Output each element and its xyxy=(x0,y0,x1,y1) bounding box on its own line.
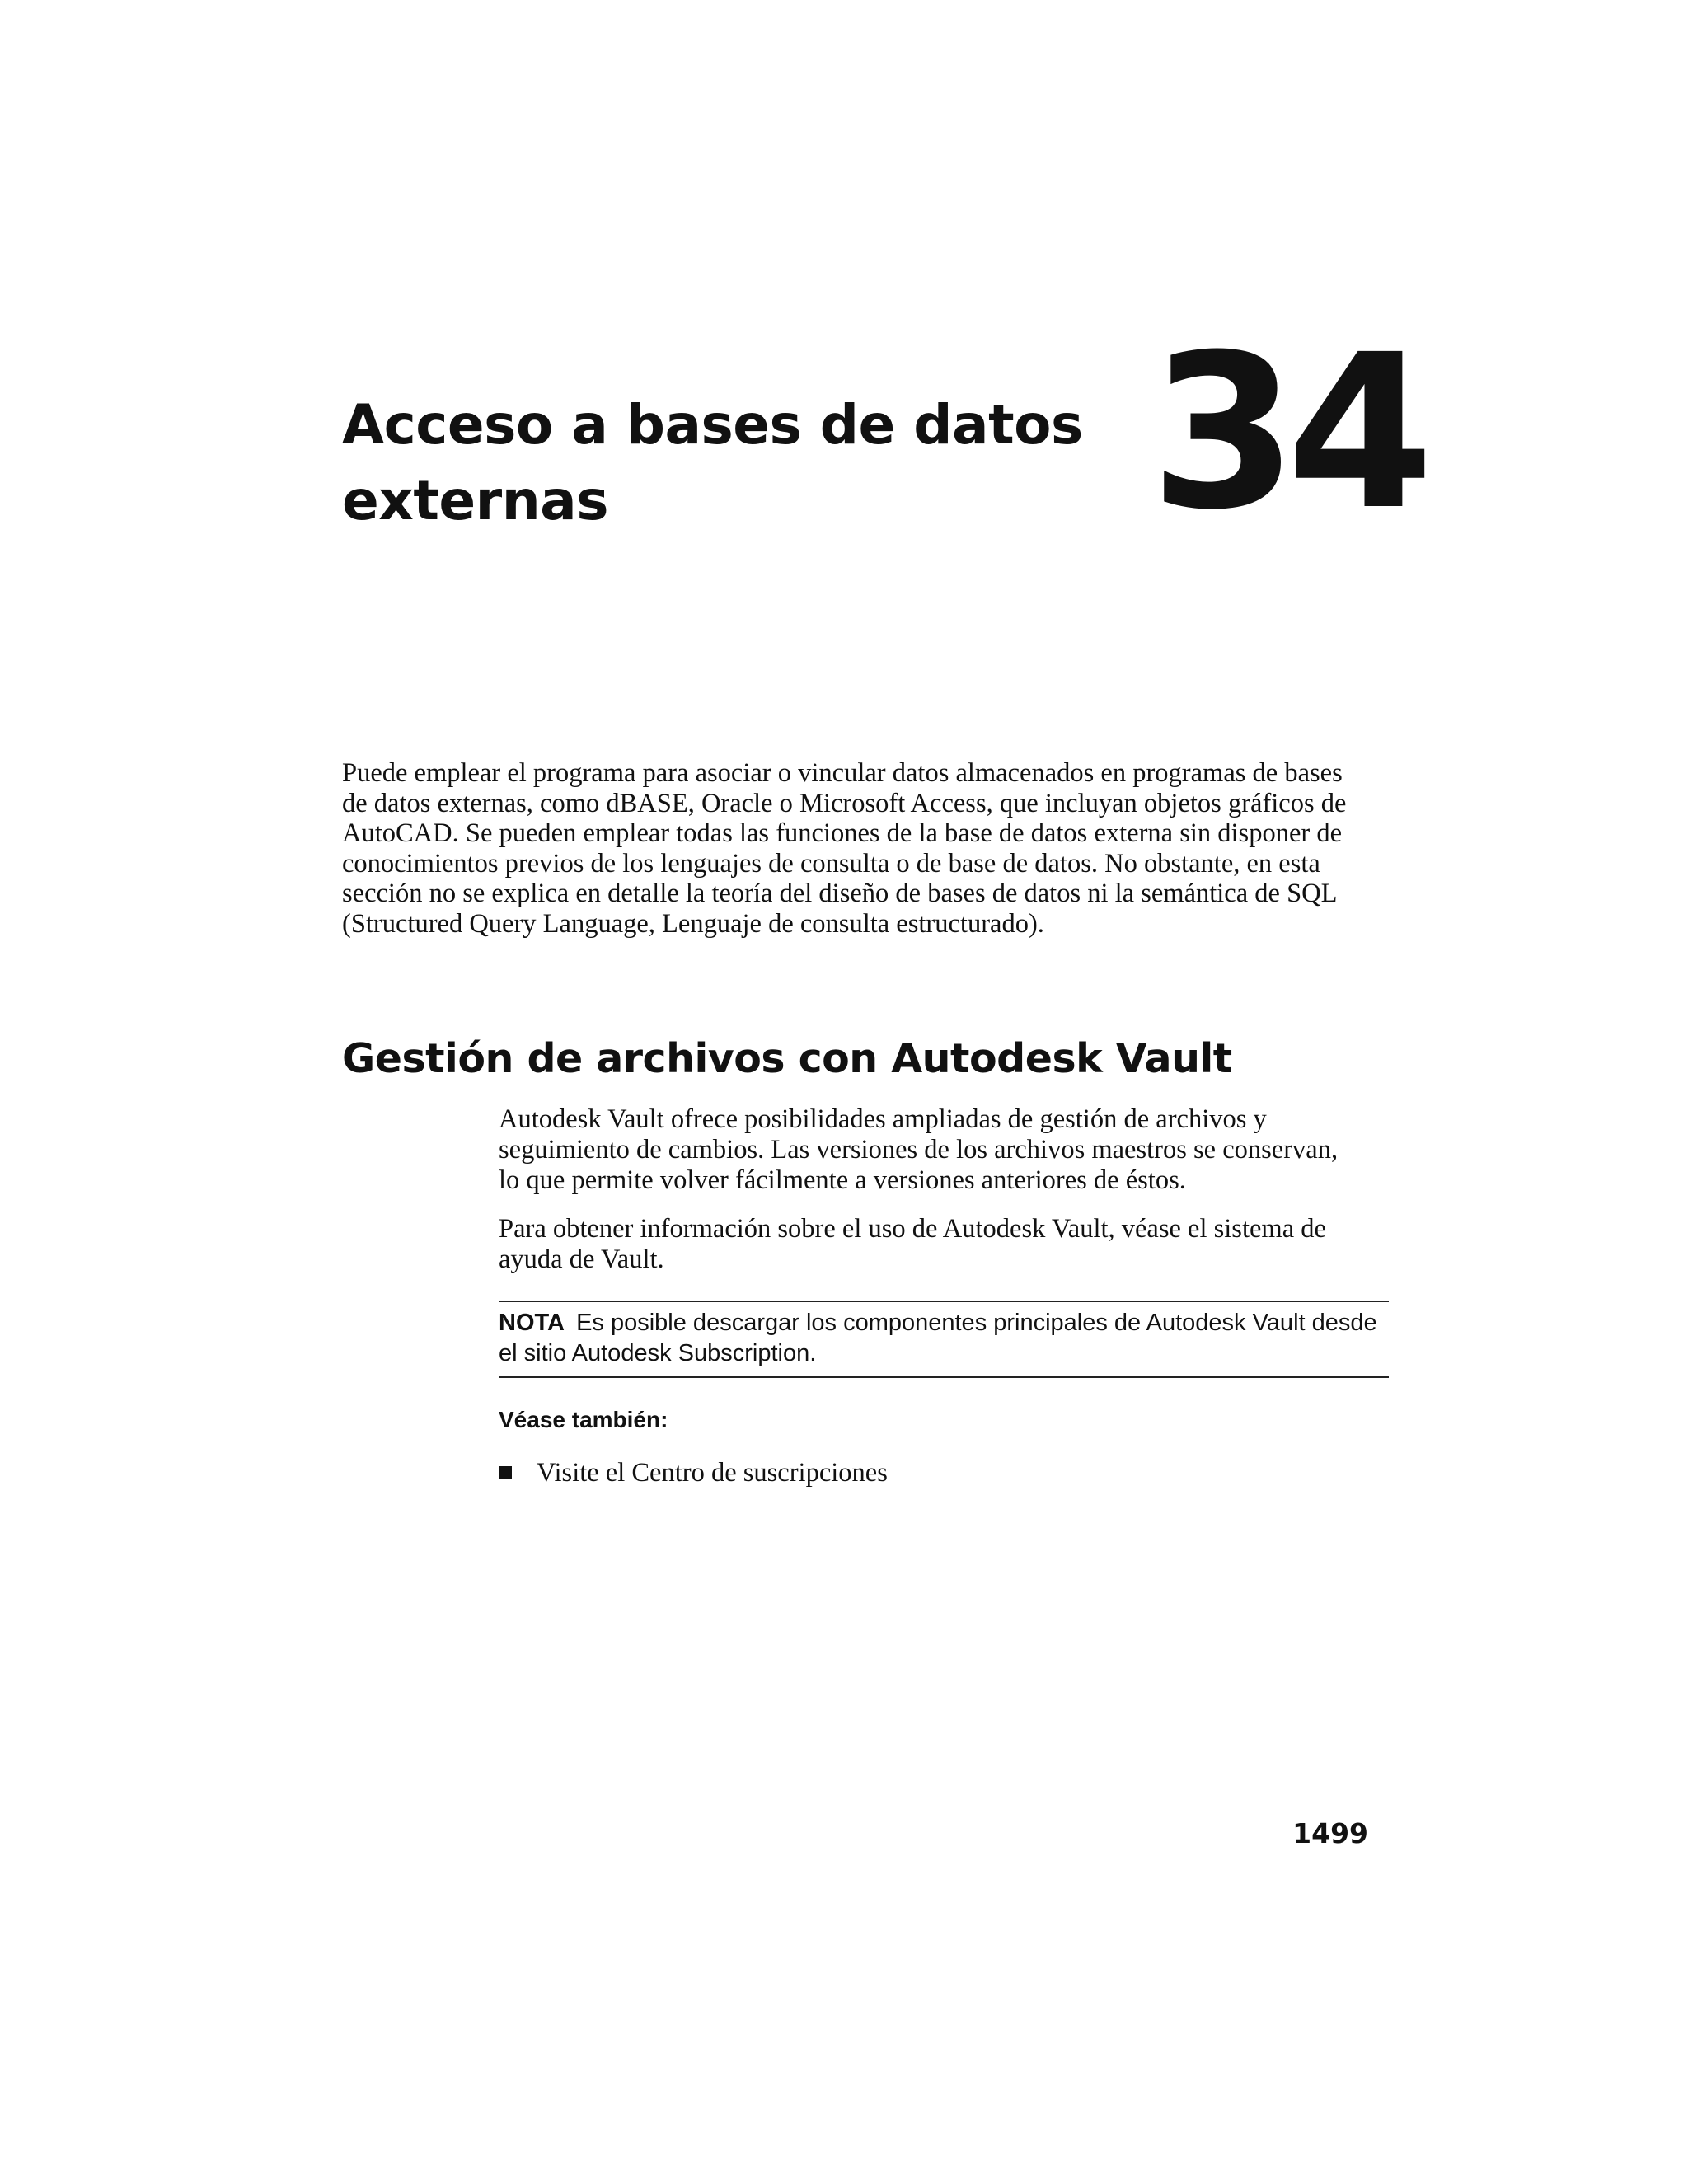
intro-line: sección no se explica en detalle la teoría del diseño de bases de datos ni la semántica de SQL xyxy=(342,879,1338,908)
paragraph-line: Para obtener información sobre el uso de Autodesk Vault, véase el sistema de xyxy=(499,1214,1326,1244)
note-label: NOTA xyxy=(499,1310,565,1336)
chapter-number: 34 xyxy=(1150,309,1423,556)
see-also-item[interactable] xyxy=(499,1457,888,1488)
note-box xyxy=(499,1301,1389,1378)
intro-line: de datos externas, como dBASE, Oracle o Microsoft Access, que incluyan objetos gráficos de xyxy=(342,788,1347,818)
paragraph-line: seguimiento de cambios. Las versiones de los archivos maestros se conservan, xyxy=(499,1135,1339,1165)
intro-line: (Structured Query Language, Lenguaje de consulta estructurado). xyxy=(342,908,1044,939)
paragraph-line: Autodesk Vault ofrece posibilidades ampliadas de gestión de archivos y xyxy=(499,1104,1267,1134)
see-also-item-label[interactable]: Visite el Centro de suscripciones xyxy=(537,1458,888,1488)
see-also-list xyxy=(499,1457,888,1488)
chapter-title-line: externas xyxy=(342,469,609,532)
note-line: Es posible descargar los componentes principales de Autodesk Vault desde xyxy=(576,1310,1377,1336)
page-number: 1499 xyxy=(1292,1817,1368,1849)
vault-description-paragraph xyxy=(499,1104,1393,1196)
intro-paragraph xyxy=(342,758,1393,939)
note-text xyxy=(499,1308,1389,1369)
section-heading: Gestión de archivos con Autodesk Vault xyxy=(342,1035,1232,1082)
paragraph-line: ayuda de Vault. xyxy=(499,1244,664,1274)
paragraph-line: lo que permite volver fácilmente a versiones anteriores de éstos. xyxy=(499,1165,1186,1195)
intro-line: Puede emplear el programa para asociar o vincular datos almacenados en programas de bases xyxy=(342,758,1343,788)
chapter-title-line: Acceso a bases de datos xyxy=(342,393,1083,457)
intro-line: AutoCAD. Se pueden emplear todas las funciones de la base de datos externa sin disponer de xyxy=(342,818,1342,848)
note-line: el sitio Autodesk Subscription. xyxy=(499,1340,817,1366)
intro-line: conocimientos previos de los lenguajes de consulta o de base de datos. No obstante, en esta xyxy=(342,848,1320,879)
chapter-title xyxy=(342,387,1084,539)
vault-help-paragraph xyxy=(499,1214,1393,1275)
see-also-heading: Véase también: xyxy=(499,1407,668,1432)
square-bullet-icon xyxy=(499,1466,512,1479)
